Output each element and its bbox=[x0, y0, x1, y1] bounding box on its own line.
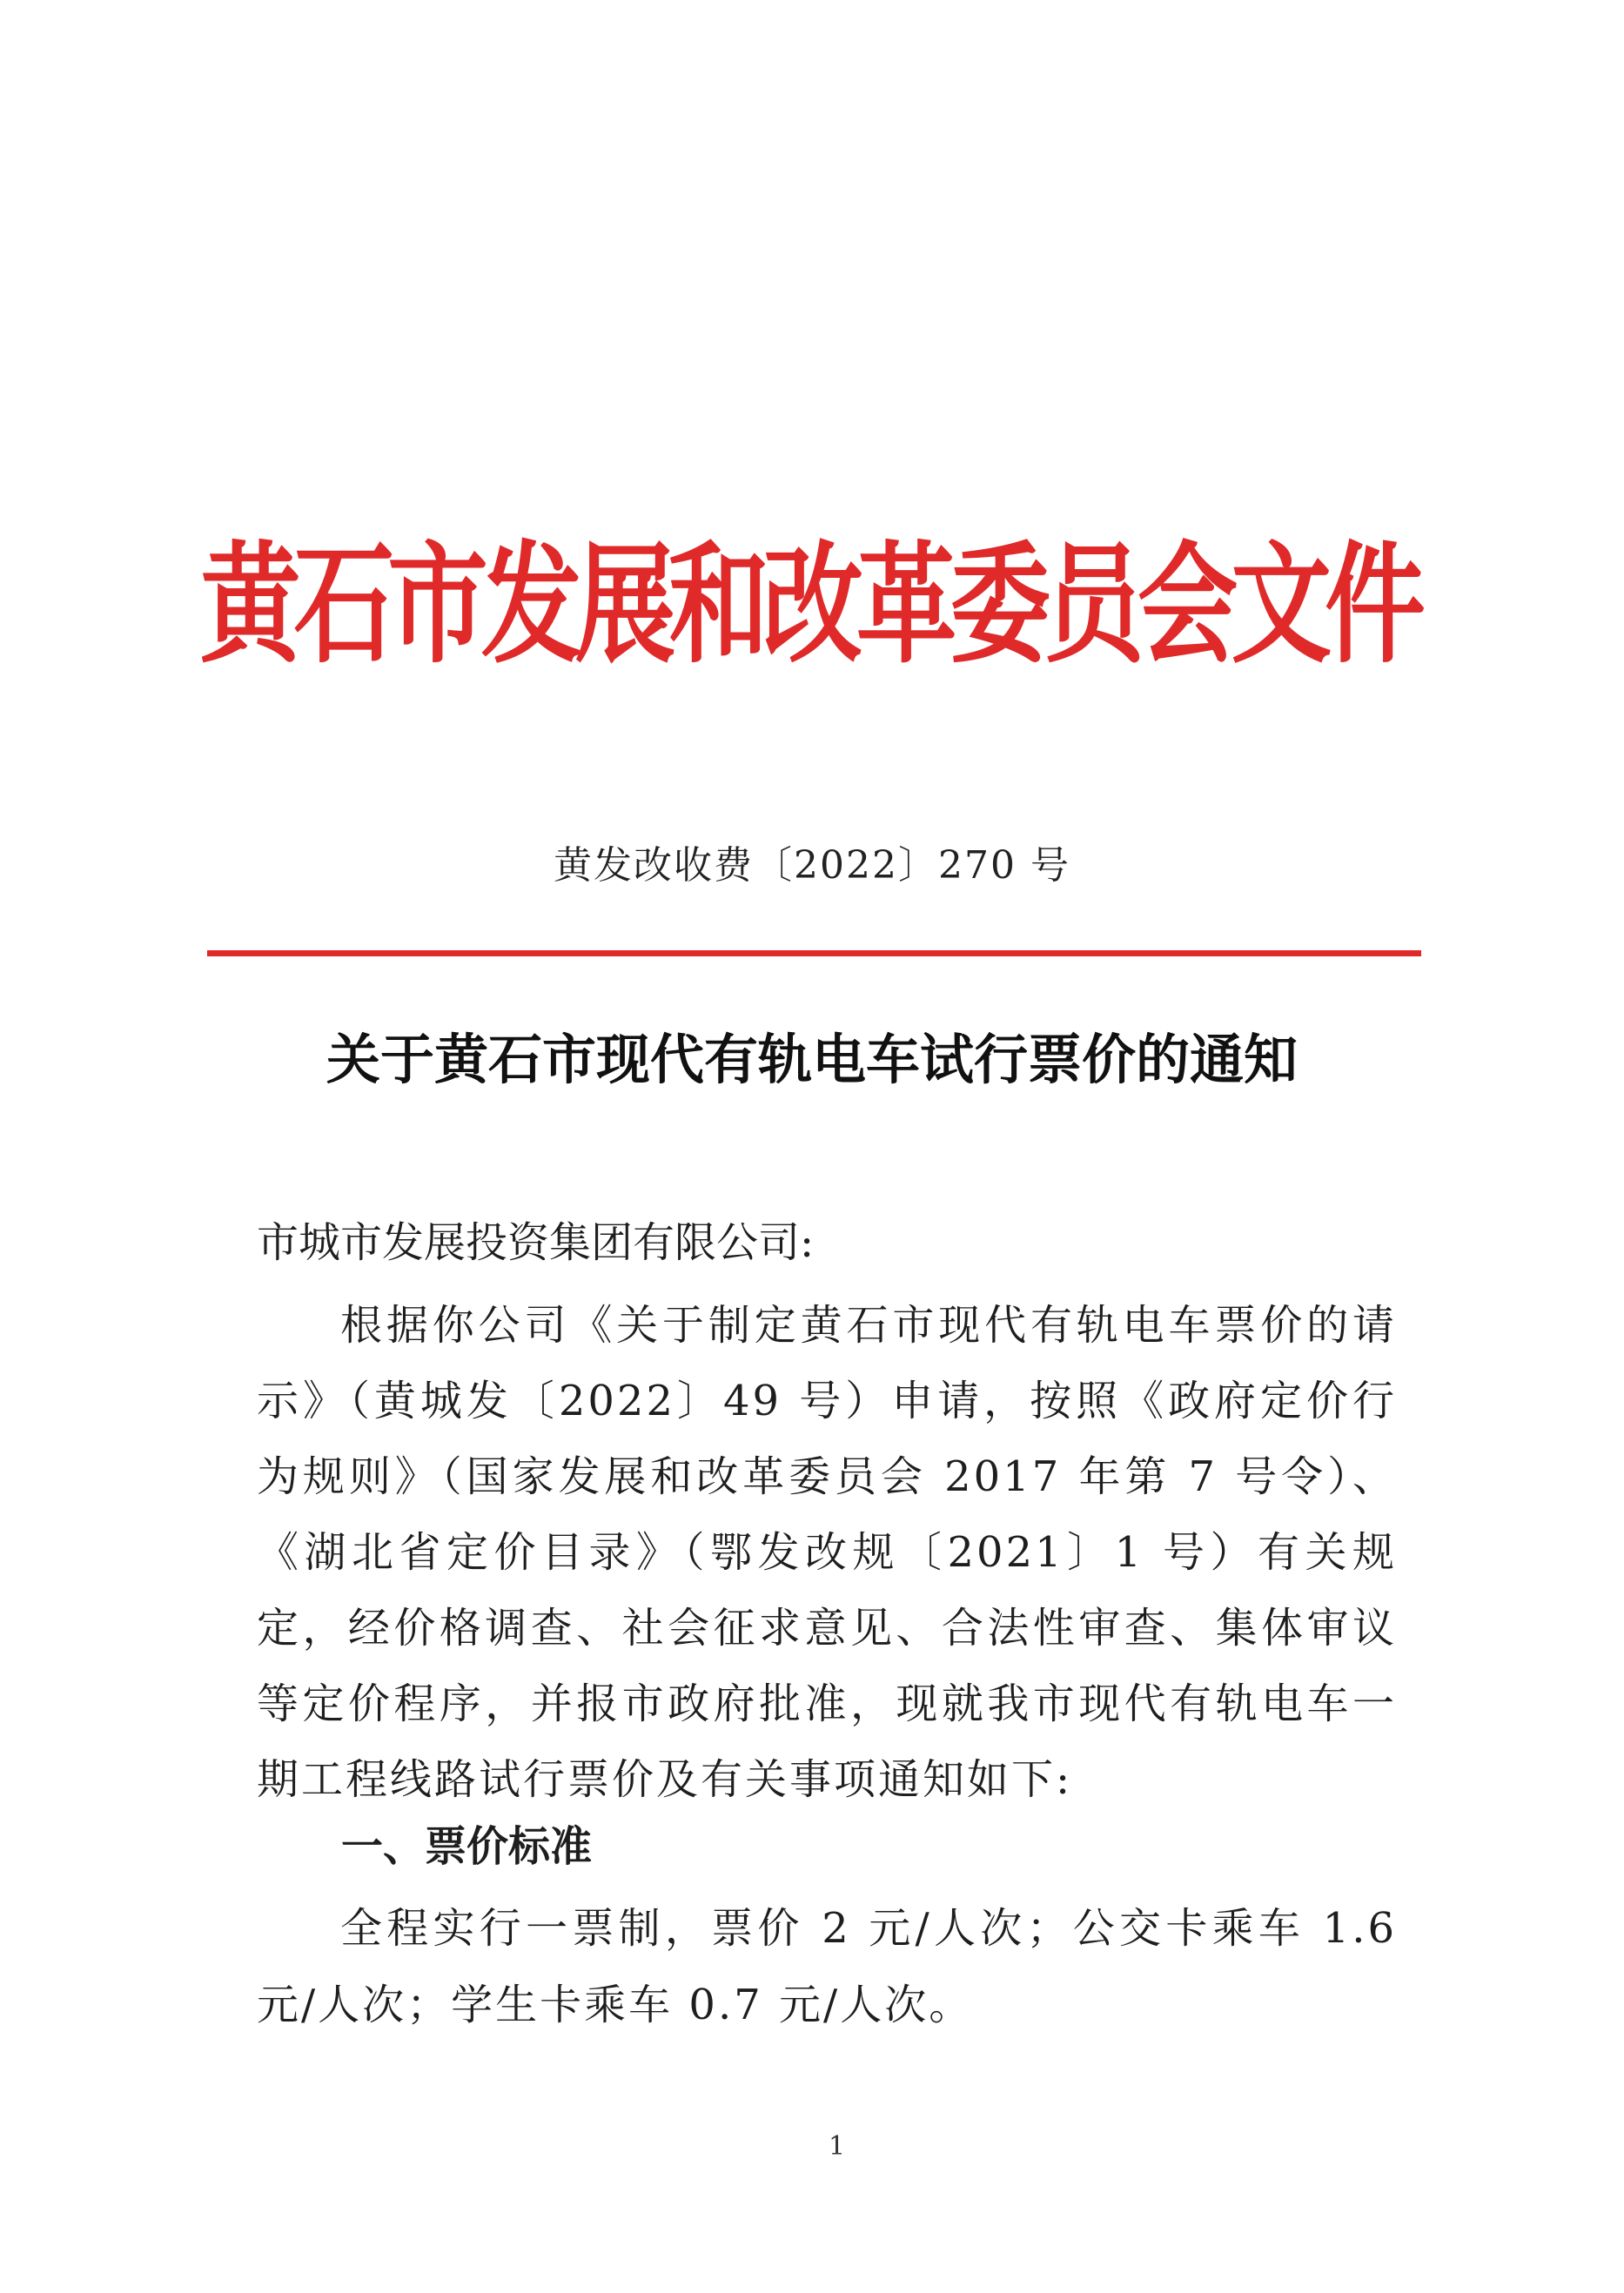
body-paragraph: 根据你公司《关于制定黄石市现代有轨电车票价的请示》（黄城发〔2022〕49 号）申请，按照《政府定价行为规则》（国家发展和改革委员会 2017 年第 7 号令）、《湖北省定价目录》（鄂发改规〔2021〕1 号）有关规定，经价格调查、社会征求意见、合法性审查、集体审议等定价程序，并报市政府批准，现就我市现代有轨电车一期工程线路试行票价及有关事项通知如下: bbox=[257, 1301, 1397, 1804]
section-paragraph: 全程实行一票制，票价 2 元/人次；公交卡乘车 1.6 元/人次；学生卡乘车 0.7 元/人次。 bbox=[257, 1904, 1397, 2029]
red-divider-rule bbox=[207, 950, 1421, 956]
page-number: 1 bbox=[829, 2131, 846, 2162]
document-number: 黄发改收费〔2022〕270 号 bbox=[554, 843, 1070, 888]
document-title: 关于黄石市现代有轨电车试行票价的通知 bbox=[325, 1028, 1298, 1091]
masthead-title: 黄石市发展和改革委员会文件 bbox=[200, 528, 1419, 681]
section-heading: 一、票价标准 bbox=[341, 1822, 593, 1871]
recipient-line: 市城市发展投资集团有限公司: bbox=[257, 1218, 815, 1267]
